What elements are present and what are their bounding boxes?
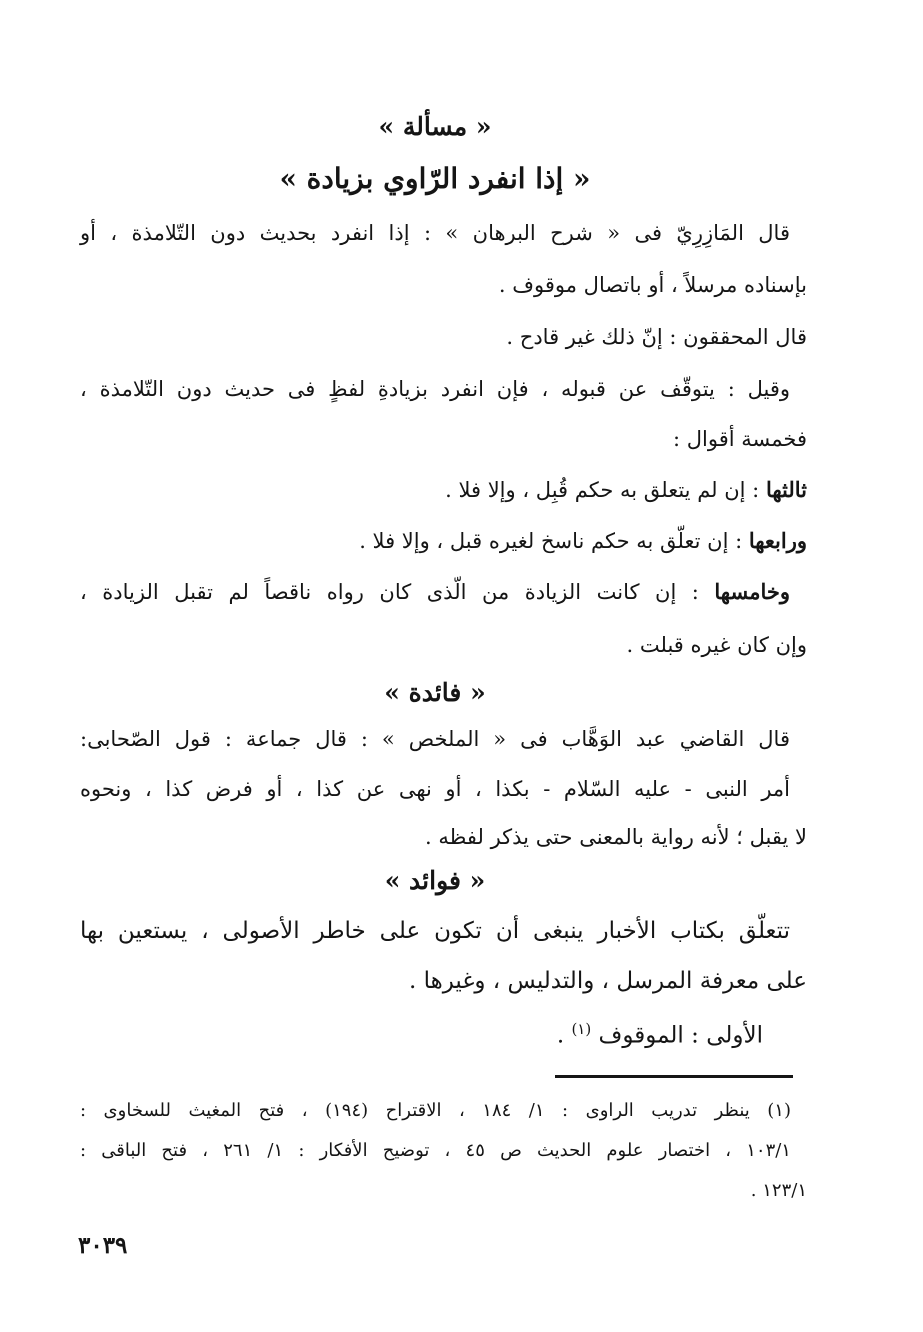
text-span: : إن تعلّق به حكم ناسخ لغيره قبل ، وإلا فلا . (359, 529, 749, 553)
heading-title: « إذا انفرد الرّاوي بزيادة » (279, 162, 591, 195)
text-line: أمر النبى - عليه السّلام - بكذا ، أو نهى عن كذا ، أو فرض كذا ، ونحوه (80, 777, 790, 801)
bold-label: وخامسها (714, 579, 790, 604)
heading-masala: « مسألة » (378, 112, 492, 141)
footnote-line: ١٠٣/١ ، اختصار علوم الحديث ص ٤٥ ، توضيح الأفكار : ١/ ٢٦١ ، فتح الباقى : (80, 1140, 791, 1161)
page-number: ٣٠٣٩ (78, 1232, 128, 1259)
footnote-ref: (١) (571, 1020, 592, 1038)
bold-label: ثالثها (765, 477, 807, 502)
text-line: لا يقبل ؛ لأنه رواية بالمعنى حتى يذكر لفظه . (425, 825, 807, 849)
text-line: تتعلّق بكتاب الأخبار ينبغى أن تكون على خاطر الأصولى ، يستعين بها (80, 918, 790, 944)
text-line: فخمسة أقوال : (673, 427, 807, 451)
text-line: قال القاضي عبد الوَهَّاب فى « الملخص » : قال جماعة : قول الصّحابى: (80, 727, 790, 751)
footnote-line: ١٢٣/١ . (750, 1180, 807, 1201)
text-span: : إن لم يتعلق به حكم قُبِل ، وإلا فلا . (445, 478, 766, 502)
text-line (359, 526, 807, 556)
text-line (80, 577, 790, 607)
text-span: . (556, 1022, 572, 1049)
text-line: على معرفة المرسل ، والتدليس ، وغيرها . (408, 968, 807, 994)
heading-fawaid: « فوائد » (384, 866, 486, 895)
text-line: وقيل : يتوقّف عن قبوله ، فإن انفرد بزيادةِ لفظٍ فى حديث دون التّلامذة ، (80, 377, 791, 401)
bold-label: ورابعها (748, 528, 807, 553)
text-line: قال المحققون : إنّ ذلك غير قادح . (506, 325, 807, 349)
text-line: قال المَازِرِيّ فى « شرح البرهان » : إذا انفرد بحديث دون التّلامذة ، أو (80, 221, 790, 245)
text-line (445, 475, 807, 505)
heading-faida: « فائدة » (384, 678, 486, 707)
text-span: : إن كانت الزيادة من الّذى كان رواه ناقصاً لم تقبل الزيادة ، (80, 580, 715, 604)
text-line (557, 1014, 763, 1051)
text-line: بإسناده مرسلاً ، أو باتصال موقوف . (498, 273, 807, 297)
text-line: وإن كان غيره قبلت . (626, 633, 807, 657)
footnote-rule (555, 1075, 793, 1078)
footnote-line: (١) ينظر تدريب الراوى : ١/ ١٨٤ ، الاقتراح (١٩٤) ، فتح المغيث للسخاوى : (80, 1100, 791, 1121)
text-span: الأولى : الموقوف (598, 1022, 763, 1049)
